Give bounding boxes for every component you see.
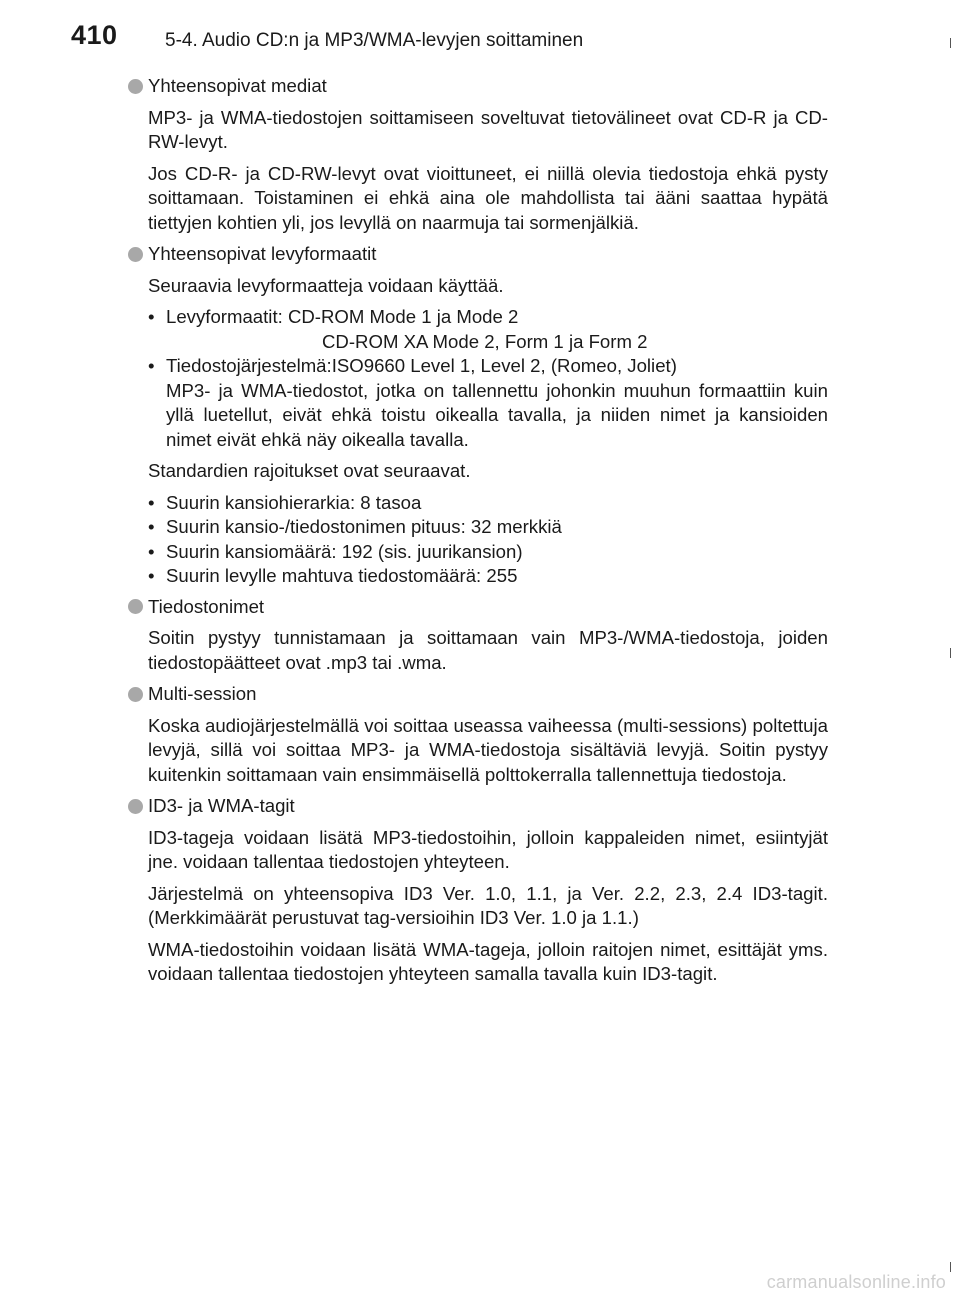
crop-mark-middle xyxy=(950,648,951,658)
page-content xyxy=(128,74,828,994)
list-item: • Suurin kansiomäärä: 192 (sis. juurikansion) xyxy=(148,540,828,565)
format-list xyxy=(148,305,828,452)
crop-mark-top xyxy=(950,38,951,48)
paragraph: Järjestelmä on yhteensopiva ID3 Ver. 1.0, 1.1, ja Ver. 2.2, 2.3, 2.4 ID3-tagit. (Merkkimäärät perustuvat tag-versioihin ID3 Ver. 1.0 ja 1.1.) xyxy=(148,882,828,928)
section-heading-text: Multi-session xyxy=(148,683,257,704)
circle-bullet-icon xyxy=(128,599,143,614)
circle-bullet-icon xyxy=(128,687,143,702)
paragraph: WMA-tiedostoihin voidaan lisätä WMA-tageja, jolloin raitojen nimet, esittäjät yms. voidaan tallentaa tiedostojen yhteyteen samalla tavalla kuin ID3-tagit. xyxy=(148,938,828,984)
section-heading-text: Tiedostonimet xyxy=(148,595,265,617)
page-number: 410 xyxy=(71,20,118,50)
list-item-text: CD-ROM XA Mode 2, Form 1 ja Form 2 xyxy=(322,330,648,352)
section-heading xyxy=(128,74,828,99)
list-item-text: • Levyformaatit: CD-ROM Mode 1 ja Mode 2 xyxy=(166,306,519,327)
list-item xyxy=(148,305,828,354)
section-heading-text: Yhteensopivat levyformaatit xyxy=(148,243,377,264)
paragraph: ID3-tageja voidaan lisätä MP3-tiedostoihin, jolloin kappaleiden nimet, esiintyjät jne. voidaan tallentaa tiedostojen yhteyteen. xyxy=(148,826,828,872)
section-heading-text: ID3- ja WMA-tagit xyxy=(148,795,295,816)
list-item-text: • Tiedostojärjestelmä:ISO9660 Level 1, Level 2, (Romeo, Joliet) xyxy=(166,355,677,376)
section-heading xyxy=(128,242,828,267)
section-disc-formats xyxy=(128,242,828,589)
list-item: • Suurin levylle mahtuva tiedostomäärä: 255 xyxy=(148,564,828,589)
list-item-text: MP3- ja WMA-tiedostot, jotka on tallennettu johonkin muuhun formaattiin kuin yllä luetellut, eivät ehkä toistu oikealla tavalla, ja niiden nimet ja kansioiden nimet eivät ehkä näy oikealla tavalla. xyxy=(166,379,828,450)
circle-bullet-icon xyxy=(128,799,143,814)
chapter-title: 5-4. Audio CD:n ja MP3/WMA-levyjen soittaminen xyxy=(165,30,584,51)
section-compatible-media xyxy=(128,74,828,235)
list-item: • Suurin kansiohierarkia: 8 tasoa xyxy=(148,491,828,516)
section-multi-session xyxy=(128,682,828,787)
crop-mark-bottom xyxy=(950,1262,951,1272)
paragraph: Soitin pystyy tunnistamaan ja soittamaan vain MP3-/WMA-tiedostoja, joiden tiedostopäätteet ovat .mp3 tai .wma. xyxy=(148,627,828,673)
section-file-names xyxy=(128,595,828,676)
paragraph: Jos CD-R- ja CD-RW-levyt ovat vioittuneet, ei niillä olevia tiedostoja ehkä pysty soittamaan. Toistaminen ei ehkä aina ole mahdollista tai ääni saattaa hypätä tiettyjen kohtien yli, jos levyllä on naarmuja tai sormenjälkiä. xyxy=(148,162,828,233)
paragraph: MP3- ja WMA-tiedostojen soittamiseen soveltuvat tietovälineet ovat CD-R ja CD-RW-levyt. xyxy=(148,106,828,152)
circle-bullet-icon xyxy=(128,79,143,94)
limits-list xyxy=(148,491,828,589)
paragraph: Koska audiojärjestelmällä voi soittaa useassa vaiheessa (multi-sessions) poltettuja levyjä, sillä voi soittaa MP3- ja WMA-tiedostoja sisältäviä levyjä. Soitin pystyy kuitenkin soittamaan vain ensimmäisellä polttokerralla tallennettuja tiedostoja. xyxy=(148,714,828,785)
paragraph: Standardien rajoitukset ovat seuraavat. xyxy=(148,460,471,481)
section-heading xyxy=(128,595,828,620)
watermark-link[interactable]: carmanualsonline.info xyxy=(766,1272,946,1292)
section-heading xyxy=(128,682,828,707)
list-item: • Suurin kansio-/tiedostonimen pituus: 32 merkkiä xyxy=(148,515,828,540)
section-id3-wma-tags xyxy=(128,794,828,987)
section-heading xyxy=(128,794,828,819)
paragraph: Seuraavia levyformaatteja voidaan käyttää. xyxy=(148,274,504,296)
section-heading-text: Yhteensopivat mediat xyxy=(148,75,327,96)
circle-bullet-icon xyxy=(128,247,143,262)
list-item xyxy=(148,354,828,452)
